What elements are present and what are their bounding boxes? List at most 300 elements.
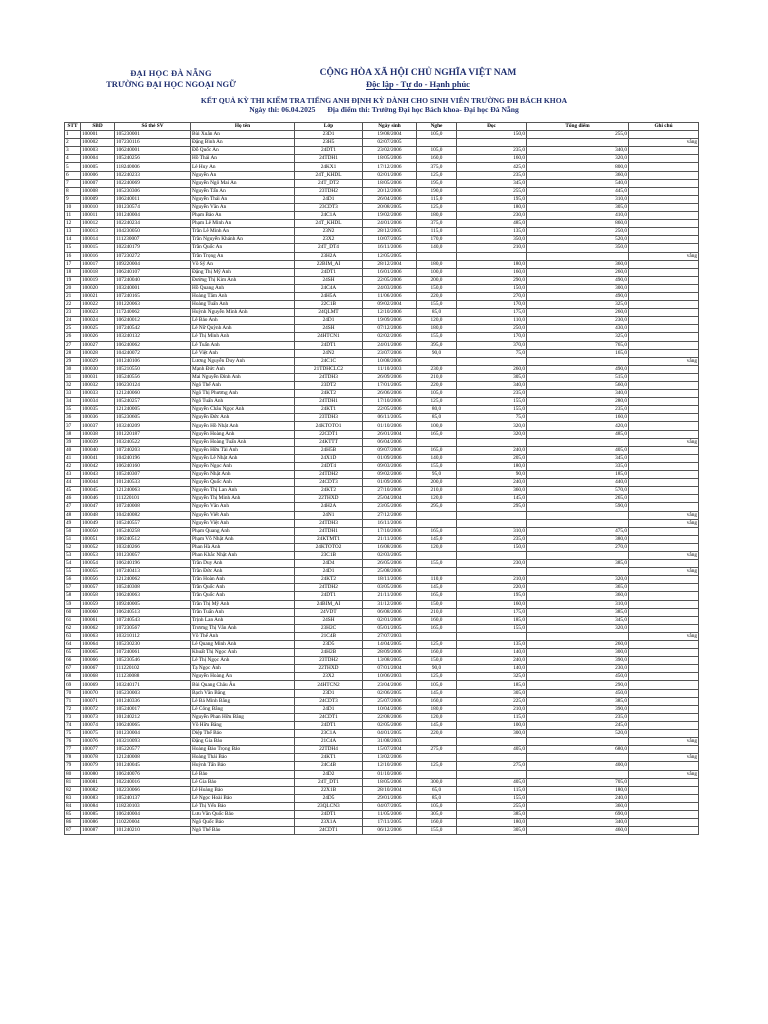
row-class: 24D1 [295, 568, 363, 576]
row-sbd: 100079 [81, 762, 115, 770]
row-reading: 145,0 [457, 495, 527, 503]
row-total [527, 568, 629, 576]
row-class: 23D5 [295, 641, 363, 649]
row-student-id: 121240005 [115, 406, 191, 414]
row-birth-date: 28/12/2005 [363, 228, 417, 236]
table-row [65, 195, 699, 203]
table-row [65, 236, 699, 244]
row-stt: 42 [65, 462, 81, 470]
row-class: 23N2 [295, 228, 363, 236]
row-total: 390,0 [527, 657, 629, 665]
row-class: 24DT4 [295, 462, 363, 470]
row-birth-date: 18/05/2006 [363, 778, 417, 786]
row-sbd: 100003 [81, 147, 115, 155]
row-class: 24SH [295, 616, 363, 624]
table-row [65, 495, 699, 503]
row-name: Nguyễn Thị Lan Anh [191, 487, 295, 495]
row-note [629, 802, 699, 810]
row-birth-date: 26/05/2006 [363, 560, 417, 568]
row-sbd: 100047 [81, 503, 115, 511]
row-student-id: 101240212 [115, 713, 191, 721]
row-student-id: 105220577 [115, 746, 191, 754]
row-student-id: 105240137 [115, 794, 191, 802]
row-birth-date: 05/01/2005 [363, 624, 417, 632]
row-listening: 120,0 [417, 713, 457, 721]
row-total [527, 139, 629, 147]
row-student-id: 111220102 [115, 665, 191, 673]
row-birth-date: 26/01/2004 [363, 430, 417, 438]
row-stt: 25 [65, 325, 81, 333]
row-student-id: 101220187 [115, 430, 191, 438]
row-student-id: 101240004 [115, 212, 191, 220]
row-name: Trần Quốc Anh [191, 592, 295, 600]
row-name: Nguyễn Hữu Tài Anh [191, 446, 295, 454]
row-birth-date: 19/08/2004 [363, 131, 417, 139]
row-stt: 85 [65, 810, 81, 818]
row-listening: 150,0 [417, 600, 457, 608]
row-student-id: 109240005 [115, 600, 191, 608]
row-name: Nguyễn Thị Minh Anh [191, 495, 295, 503]
row-total: 260,0 [527, 309, 629, 317]
row-sbd: 100075 [81, 730, 115, 738]
row-birth-date: 13/02/2006 [363, 754, 417, 762]
row-stt: 7 [65, 179, 81, 187]
row-total: 490,0 [527, 365, 629, 373]
row-class: 24DT1 [295, 341, 363, 349]
row-total: 390,0 [527, 705, 629, 713]
row-birth-date: 02/05/2006 [363, 721, 417, 729]
row-class: 23TDH3 [295, 414, 363, 422]
row-birth-date: 14/04/2005 [363, 641, 417, 649]
row-listening: 115,0 [417, 195, 457, 203]
row-name: Nguyễn Văn An [191, 203, 295, 211]
row-total: 475,0 [527, 527, 629, 535]
table-row [65, 471, 699, 479]
row-class: 24CDT1 [295, 713, 363, 721]
row-stt: 9 [65, 195, 81, 203]
col-student-id: Số thẻ SV [115, 123, 191, 131]
row-student-id: 103240209 [115, 422, 191, 430]
row-name: Lê Thị Ngọc Ánh [191, 657, 295, 665]
row-student-id: 104240196 [115, 454, 191, 462]
row-total: 235,0 [527, 713, 629, 721]
row-total: 240,0 [527, 794, 629, 802]
row-name: Nguyễn Phan Hữu Băng [191, 713, 295, 721]
row-birth-date: 01/09/2006 [363, 479, 417, 487]
row-reading [457, 568, 527, 576]
row-name: Lê Công Băng [191, 705, 295, 713]
row-class: 24C1A [295, 212, 363, 220]
row-class: 22BIM_AI [295, 260, 363, 268]
row-class: 24T_DT4 [295, 244, 363, 252]
row-listening: 165,0 [417, 527, 457, 535]
row-student-id: 107240008 [115, 503, 191, 511]
row-class: 24H2A [295, 503, 363, 511]
row-sbd: 100006 [81, 171, 115, 179]
row-student-id: 102240179 [115, 244, 191, 252]
row-stt: 52 [65, 543, 81, 551]
col-note: Ghi chú [629, 123, 699, 131]
row-sbd: 100081 [81, 778, 115, 786]
table-row [65, 228, 699, 236]
row-reading: 385,0 [457, 810, 527, 818]
row-reading: 320,0 [457, 430, 527, 438]
row-class: 24CDT3 [295, 479, 363, 487]
row-class: 24N1 [295, 511, 363, 519]
row-sbd: 100031 [81, 373, 115, 381]
row-total: 345,0 [527, 616, 629, 624]
row-class: 23X2 [295, 236, 363, 244]
row-class: 24KT2 [295, 576, 363, 584]
row-note [629, 414, 699, 422]
row-note [629, 689, 699, 697]
row-reading: 140,0 [457, 665, 527, 673]
row-sbd: 100051 [81, 535, 115, 543]
table-row [65, 155, 699, 163]
row-birth-date: 10/08/2006 [363, 357, 417, 365]
row-note [629, 697, 699, 705]
row-total: 800,0 [527, 163, 629, 171]
row-reading: 115,0 [457, 786, 527, 794]
row-reading: 210,0 [457, 705, 527, 713]
row-listening: 145,0 [417, 535, 457, 543]
row-name: Trần Quốc Anh [191, 584, 295, 592]
row-note [629, 665, 699, 673]
row-name: Nguyễn Hồ Nhật Anh [191, 422, 295, 430]
row-birth-date: 12/10/2006 [363, 762, 417, 770]
row-student-id: 101240045 [115, 762, 191, 770]
row-stt: 8 [65, 187, 81, 195]
row-stt: 40 [65, 446, 81, 454]
row-reading: 405,0 [457, 778, 527, 786]
col-stt: STT [65, 123, 81, 131]
row-sbd: 100013 [81, 228, 115, 236]
university-header [96, 68, 246, 89]
row-stt: 84 [65, 802, 81, 810]
row-student-id: 102240233 [115, 171, 191, 179]
row-birth-date: 21/11/2006 [363, 592, 417, 600]
row-sbd: 100015 [81, 244, 115, 252]
row-name: Hoàng Tâm Anh [191, 292, 295, 300]
row-listening [417, 551, 457, 559]
row-sbd: 100024 [81, 317, 115, 325]
table-row [65, 268, 699, 276]
row-name: Hoàng Đào Trọng Bảo [191, 746, 295, 754]
row-listening: 165,0 [417, 446, 457, 454]
row-reading: 225,0 [457, 697, 527, 705]
row-class: 24DT1 [295, 592, 363, 600]
row-class: 24DT1 [295, 147, 363, 155]
row-student-id: 106240062 [115, 341, 191, 349]
row-reading: 240,0 [457, 657, 527, 665]
row-total: 520,0 [527, 730, 629, 738]
row-class: 23TDH2 [295, 187, 363, 195]
table-row [65, 284, 699, 292]
row-student-id: 105240256 [115, 155, 191, 163]
row-name: Nguyễn Thái An [191, 195, 295, 203]
table-row [65, 730, 699, 738]
row-note: vắng [629, 551, 699, 559]
table-row [65, 203, 699, 211]
row-reading: 340,0 [457, 382, 527, 390]
row-student-id: 106240512 [115, 535, 191, 543]
row-sbd: 100069 [81, 681, 115, 689]
row-birth-date: 16/11/2006 [363, 519, 417, 527]
table-row [65, 220, 699, 228]
row-name: Đỗ Quốc An [191, 147, 295, 155]
row-note [629, 203, 699, 211]
row-name: Nguyễn Tấn An [191, 187, 295, 195]
table-row [65, 462, 699, 470]
table-row [65, 802, 699, 810]
row-note [629, 155, 699, 163]
row-name: Mạnh Đức Anh [191, 365, 295, 373]
row-stt: 38 [65, 430, 81, 438]
row-stt: 28 [65, 349, 81, 357]
row-class: 24SH [295, 276, 363, 284]
row-note [629, 713, 699, 721]
row-total: 430,0 [527, 325, 629, 333]
row-note [629, 349, 699, 357]
row-class: 24DT1 [295, 810, 363, 818]
row-stt: 5 [65, 163, 81, 171]
table-row [65, 446, 699, 454]
row-total: 490,0 [527, 292, 629, 300]
row-sbd: 100077 [81, 746, 115, 754]
row-name: Lê Gia Bảo [191, 778, 295, 786]
row-stt: 15 [65, 244, 81, 252]
row-name: Lê Nữ Quỳnh Anh [191, 325, 295, 333]
row-birth-date: 09/02/2006 [363, 471, 417, 479]
row-birth-date: 03/05/2006 [363, 584, 417, 592]
row-name: Lưu Văn Quốc Bảo [191, 810, 295, 818]
row-stt: 39 [65, 438, 81, 446]
row-name: Võ Sỹ An [191, 260, 295, 268]
row-name: Trần Thị Mỹ Anh [191, 600, 295, 608]
table-row [65, 252, 699, 260]
row-birth-date: 04/01/2005 [363, 730, 417, 738]
row-total: 230,0 [527, 665, 629, 673]
university-name: ĐẠI HỌC ĐÀ NẴNG [130, 68, 212, 78]
row-name: Lê Quang Minh Ánh [191, 641, 295, 649]
row-sbd: 100084 [81, 802, 115, 810]
row-stt: 34 [65, 398, 81, 406]
row-sbd: 100085 [81, 810, 115, 818]
row-class: 22CDT1 [295, 430, 363, 438]
row-class: 23QLCN3 [295, 802, 363, 810]
row-name: Phạm Võ Nhật Anh [191, 535, 295, 543]
row-total: 340,0 [527, 819, 629, 827]
row-student-id: 106240063 [115, 592, 191, 600]
row-birth-date: 15/07/2004 [363, 746, 417, 754]
row-total: 250,0 [527, 228, 629, 236]
row-reading [457, 738, 527, 746]
exam-date: Ngày thi: 06.04.2025 [249, 105, 316, 114]
row-sbd: 100086 [81, 819, 115, 827]
row-sbd: 100072 [81, 705, 115, 713]
row-birth-date: 06/12/2006 [363, 827, 417, 835]
row-name: Nguyễn Lê Nhật Anh [191, 454, 295, 462]
table-row [65, 713, 699, 721]
row-name: Hồ Thái An [191, 155, 295, 163]
row-class: 24T_DT2 [295, 179, 363, 187]
row-reading: 170,0 [457, 333, 527, 341]
row-total: 705,0 [527, 778, 629, 786]
row-class: 24D1 [295, 317, 363, 325]
row-birth-date: 24/01/2006 [363, 220, 417, 228]
row-student-id: 101230574 [115, 203, 191, 211]
row-student-id: 101240106 [115, 357, 191, 365]
row-note [629, 446, 699, 454]
row-listening: 140,0 [417, 244, 457, 252]
row-name: Nguyễn Văn Anh [191, 503, 295, 511]
row-birth-date: 26/04/2006 [363, 195, 417, 203]
row-stt: 11 [65, 212, 81, 220]
table-row [65, 260, 699, 268]
row-listening [417, 252, 457, 260]
row-listening: 105,0 [417, 147, 457, 155]
row-birth-date: 27/12/2006 [363, 511, 417, 519]
row-name: Bùi Quang Châu Âu [191, 681, 295, 689]
row-listening: 165,0 [417, 430, 457, 438]
row-student-id: 118240006 [115, 163, 191, 171]
row-name: Trần Duy Anh [191, 560, 295, 568]
row-birth-date: 02/06/2005 [363, 689, 417, 697]
row-listening: 150,0 [417, 284, 457, 292]
row-stt: 16 [65, 252, 81, 260]
row-note [629, 236, 699, 244]
row-student-id: 106240076 [115, 770, 191, 778]
row-total: 450,0 [527, 689, 629, 697]
row-birth-date: 01/10/2006 [363, 770, 417, 778]
row-listening: 305,0 [417, 810, 457, 818]
row-birth-date: 11/05/2006 [363, 810, 417, 818]
row-stt: 67 [65, 665, 81, 673]
row-student-id: 102240016 [115, 778, 191, 786]
row-birth-date: 01/09/2006 [363, 454, 417, 462]
table-row [65, 738, 699, 746]
row-note [629, 171, 699, 179]
row-reading: 240,0 [457, 479, 527, 487]
row-class: 24TDH3 [295, 373, 363, 381]
row-note [629, 422, 699, 430]
row-sbd: 100019 [81, 276, 115, 284]
row-reading [457, 754, 527, 762]
row-sbd: 100054 [81, 560, 115, 568]
row-name: Võ Thế Anh [191, 632, 295, 640]
row-student-id: 118230103 [115, 802, 191, 810]
row-total: 255,0 [527, 131, 629, 139]
row-name: Trần Nguyễn Khánh An [191, 236, 295, 244]
row-sbd: 100011 [81, 212, 115, 220]
row-class: 23DT2 [295, 382, 363, 390]
col-name: Họ tên [191, 123, 295, 131]
row-stt: 33 [65, 390, 81, 398]
table-row [65, 487, 699, 495]
row-note [629, 535, 699, 543]
row-class: 24H2B [295, 649, 363, 657]
row-sbd: 100014 [81, 236, 115, 244]
row-listening: 165,0 [417, 624, 457, 632]
row-sbd: 100055 [81, 568, 115, 576]
row-stt: 60 [65, 608, 81, 616]
row-student-id: 105240308 [115, 584, 191, 592]
row-student-id: 103210112 [115, 632, 191, 640]
row-reading: 150,0 [457, 543, 527, 551]
row-total [527, 252, 629, 260]
row-note [629, 721, 699, 729]
national-header [268, 68, 568, 89]
table-row [65, 681, 699, 689]
row-total: 520,0 [527, 236, 629, 244]
row-reading: 270,0 [457, 292, 527, 300]
row-reading [457, 357, 527, 365]
row-class: 24KTOTO1 [295, 422, 363, 430]
table-row [65, 163, 699, 171]
row-reading: 185,0 [457, 616, 527, 624]
row-stt: 41 [65, 454, 81, 462]
row-reading [457, 139, 527, 147]
row-sbd: 100080 [81, 770, 115, 778]
row-name: Nguyễn Đức Anh [191, 414, 295, 422]
row-name: Nguyễn Nhật Anh [191, 471, 295, 479]
row-class: 23X1A [295, 819, 363, 827]
table-row [65, 503, 699, 511]
row-sbd: 100070 [81, 689, 115, 697]
row-listening: 180,0 [417, 705, 457, 713]
row-listening: 125,0 [417, 641, 457, 649]
table-row [65, 762, 699, 770]
row-student-id: 107230567 [115, 624, 191, 632]
row-reading: 75,0 [457, 349, 527, 357]
row-birth-date: 24/01/2006 [363, 341, 417, 349]
row-reading [457, 511, 527, 519]
row-reading: 240,0 [457, 446, 527, 454]
row-student-id: 103240171 [115, 681, 191, 689]
col-sbd: SBD [81, 123, 115, 131]
row-stt: 30 [65, 365, 81, 373]
row-student-id: 103240132 [115, 333, 191, 341]
row-sbd: 100076 [81, 738, 115, 746]
table-row [65, 819, 699, 827]
row-note [629, 373, 699, 381]
row-note [629, 592, 699, 600]
row-birth-date: 18/05/2006 [363, 179, 417, 187]
row-listening: 200,0 [417, 276, 457, 284]
row-reading: 305,0 [457, 689, 527, 697]
row-sbd: 100064 [81, 641, 115, 649]
row-stt: 36 [65, 414, 81, 422]
row-class: 24DT1 [295, 268, 363, 276]
row-class: 24TDH2 [295, 584, 363, 592]
row-class: 21C4A [295, 738, 363, 746]
table-row [65, 422, 699, 430]
row-reading: 425,0 [457, 163, 527, 171]
row-name: Phan Khắc Nhật Anh [191, 551, 295, 559]
row-student-id: 106240011 [115, 195, 191, 203]
row-birth-date: 22/05/2006 [363, 276, 417, 284]
row-student-id: 105240017 [115, 705, 191, 713]
exam-info [0, 105, 768, 114]
row-birth-date: 17/10/2006 [363, 527, 417, 535]
row-class: 24TDH1 [295, 155, 363, 163]
row-note: vắng [629, 357, 699, 365]
row-note [629, 503, 699, 511]
row-student-id: 121240060 [115, 390, 191, 398]
row-note [629, 341, 699, 349]
row-class: 24TDH2 [295, 471, 363, 479]
row-reading: 485,0 [457, 220, 527, 228]
